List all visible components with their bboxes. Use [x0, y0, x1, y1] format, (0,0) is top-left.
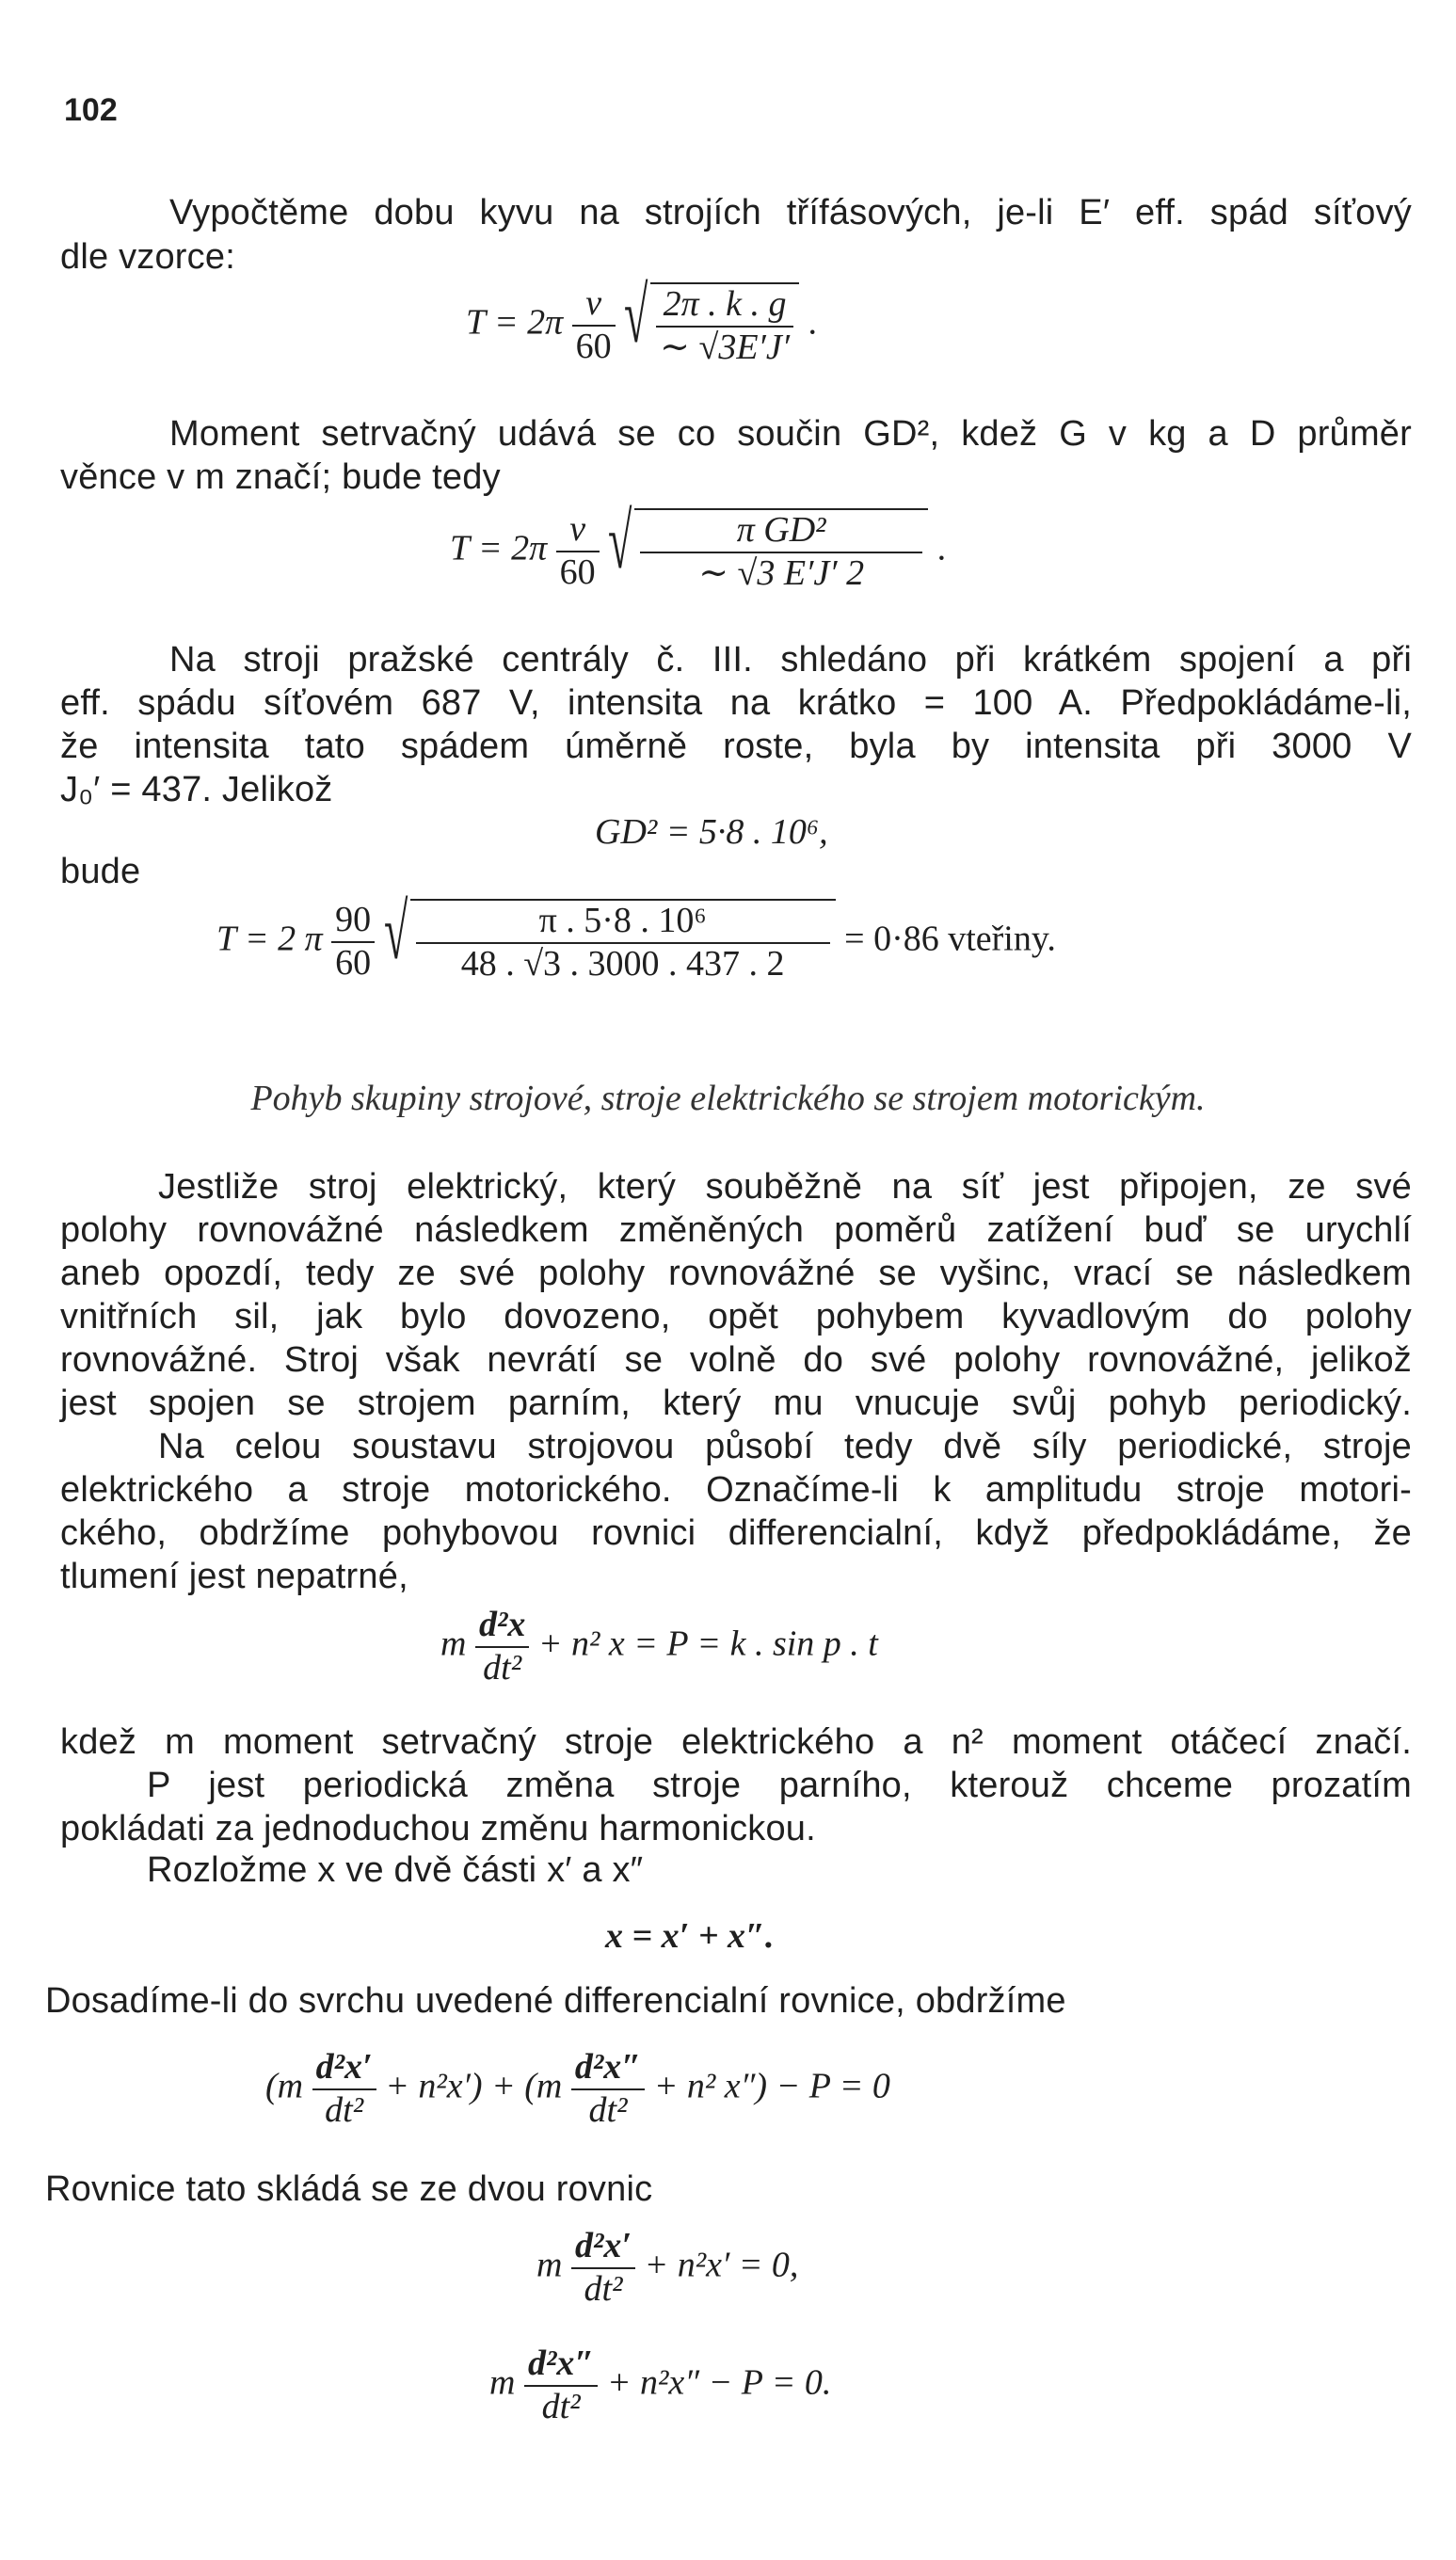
fraction	[312, 2047, 376, 2131]
text-line: vnitřních sil, jak bylo dovozeno, opět pohybem kyvadlovým do polohy	[60, 1297, 1412, 1336]
radical-sign: √	[624, 272, 648, 360]
text-line: J₀′ = 437. Jelikož	[60, 770, 333, 809]
equation-period-numeric	[216, 888, 1056, 984]
equation-motion	[440, 1605, 878, 1688]
text-line: eff. spádu síťovém 687 V, intensita na krátko = 100 A. Předpokládáme-li,	[60, 683, 1412, 723]
fraction	[656, 284, 793, 368]
eq-rest: + n² x = P = k . sin p . t	[537, 1624, 878, 1664]
numerator: π GD²	[640, 510, 922, 553]
text-line: Rozložme x ve dvě části x′ a x″	[147, 1850, 644, 1890]
fraction	[416, 901, 830, 984]
square-root	[608, 498, 928, 594]
eq-lhs: T = 2 π	[216, 919, 323, 959]
text-line: P jest periodická změna stroje parního, kterouž chceme prozatím	[147, 1766, 1412, 1805]
numerator: v	[572, 283, 616, 327]
eq-part: + n² x″) − P = 0	[653, 2066, 890, 2106]
denominator: ∼ √3E′J′	[660, 327, 791, 367]
text-line: rovnovážné. Stroj však nevrátí se volně do své polohy rovnovážné, jelikož	[60, 1340, 1412, 1380]
text-line: ckého, obdržíme pohybovou rovnici differencialní, když předpokládáme, že	[60, 1513, 1412, 1553]
page-number: 102	[64, 92, 118, 128]
denominator: 60	[575, 326, 612, 366]
text-line: Vypočtěme dobu kyvu na strojích třífásových, je-li E′ eff. spád síťový	[169, 193, 1412, 232]
text-line: aneb opozdí, tedy ze své polohy rovnovážné se vyšinc, vrací se následkem	[60, 1254, 1412, 1293]
equation-part-2	[489, 2344, 831, 2427]
text-line: že intensita tato spádem úměrně roste, byla by intensita při 3000 V	[60, 727, 1412, 766]
numerator: d²x	[475, 1605, 529, 1648]
denominator: dt²	[584, 2268, 623, 2309]
text-line: kdež m moment setrvačný stroje elektrického a n² moment otáčecí značí.	[60, 1722, 1412, 1762]
square-root	[383, 888, 836, 984]
eq-rhs: = 0·86 vteřiny.	[844, 919, 1056, 959]
denominator: dt²	[588, 2089, 628, 2130]
text-line: Dosadíme-li do svrchu uvedené differencialní rovnice, obdržíme	[45, 1981, 1066, 2021]
denominator: 60	[335, 942, 372, 983]
section-heading: Pohyb skupiny strojové, stroje elektrického se strojem motorickým.	[250, 1079, 1206, 1118]
eq-rest: + n²x″ − P = 0.	[606, 2362, 832, 2403]
text-line: tlumení jest nepatrné,	[60, 1557, 408, 1596]
text-line: Rovnice tato skládá se ze dvou rovnic	[45, 2169, 653, 2209]
numerator: d²x″	[571, 2047, 645, 2090]
eq-lhs: m	[536, 2245, 563, 2285]
fraction	[524, 2344, 598, 2427]
fraction	[640, 510, 922, 594]
eq-part: + n²x′) + (m	[385, 2066, 563, 2106]
denominator: dt²	[541, 2386, 581, 2426]
text-line: elektrického a stroje motorického. Označíme-li k amplitudu stroje motori-	[60, 1470, 1412, 1510]
eq-rest: + n²x′ = 0,	[644, 2245, 799, 2285]
equation-period-2	[450, 498, 947, 594]
text-line: jest spojen se strojem parním, který mu vnucuje svůj pohyb periodický.	[60, 1384, 1412, 1423]
eq-tail: .	[936, 528, 947, 568]
eq-lhs: m	[489, 2362, 516, 2403]
text-line: Na stroji pražské centrály č. III. shledáno při krátkém spojení a při	[169, 640, 1412, 680]
numerator: 2π . k . g	[656, 284, 793, 328]
fraction	[572, 283, 616, 367]
eq-part: (m	[265, 2066, 304, 2106]
fraction	[475, 1605, 529, 1688]
equation-gd: GD² = 5·8 . 10⁶,	[595, 812, 828, 852]
numerator: v	[556, 509, 600, 552]
square-root	[624, 272, 799, 368]
equation-substituted	[265, 2047, 890, 2131]
radical-sign: √	[383, 888, 408, 976]
numerator: d²x″	[524, 2344, 598, 2387]
eq-lhs: T = 2π	[450, 528, 548, 568]
eq-lhs: m	[440, 1624, 467, 1664]
equation-part-1	[536, 2226, 798, 2310]
equation-split: x = x′ + x″.	[605, 1916, 775, 1956]
text-line: věnce v m značí; bude tedy	[60, 457, 501, 497]
numerator: d²x′	[312, 2047, 376, 2090]
text-line: Moment setrvačný udává se co součin GD², kdež G v kg a D průměr	[169, 414, 1412, 454]
fraction	[556, 509, 600, 593]
equation-period-1	[466, 272, 818, 368]
numerator: d²x′	[571, 2226, 635, 2269]
numerator: 90	[331, 900, 375, 943]
text-line: pokládati za jednoduchou změnu harmonickou.	[60, 1809, 816, 1848]
fraction	[331, 900, 375, 984]
text-line: polohy rovnovážné následkem změněných poměrů zatížení buď se urychlí	[60, 1210, 1412, 1250]
text-line: dle vzorce:	[60, 237, 235, 277]
denominator: 60	[559, 552, 596, 592]
denominator: 48 . √3 . 3000 . 437 . 2	[460, 943, 785, 984]
eq-lhs: T = 2π	[466, 302, 564, 343]
fraction	[571, 2226, 635, 2310]
fraction	[571, 2047, 645, 2131]
text-line: Na celou soustavu strojovou působí tedy dvě síly periodické, stroje	[158, 1427, 1412, 1466]
eq-tail: .	[808, 302, 818, 343]
denominator: ∼ √3 E′J′ 2	[698, 552, 865, 593]
text-line: bude	[60, 852, 141, 891]
numerator: π . 5·8 . 10⁶	[416, 901, 830, 944]
denominator: dt²	[325, 2089, 364, 2130]
radical-sign: √	[608, 498, 632, 585]
text-line: Jestliže stroj elektrický, který souběžně na síť jest připojen, ze své	[158, 1167, 1412, 1207]
denominator: dt²	[483, 1647, 522, 1688]
